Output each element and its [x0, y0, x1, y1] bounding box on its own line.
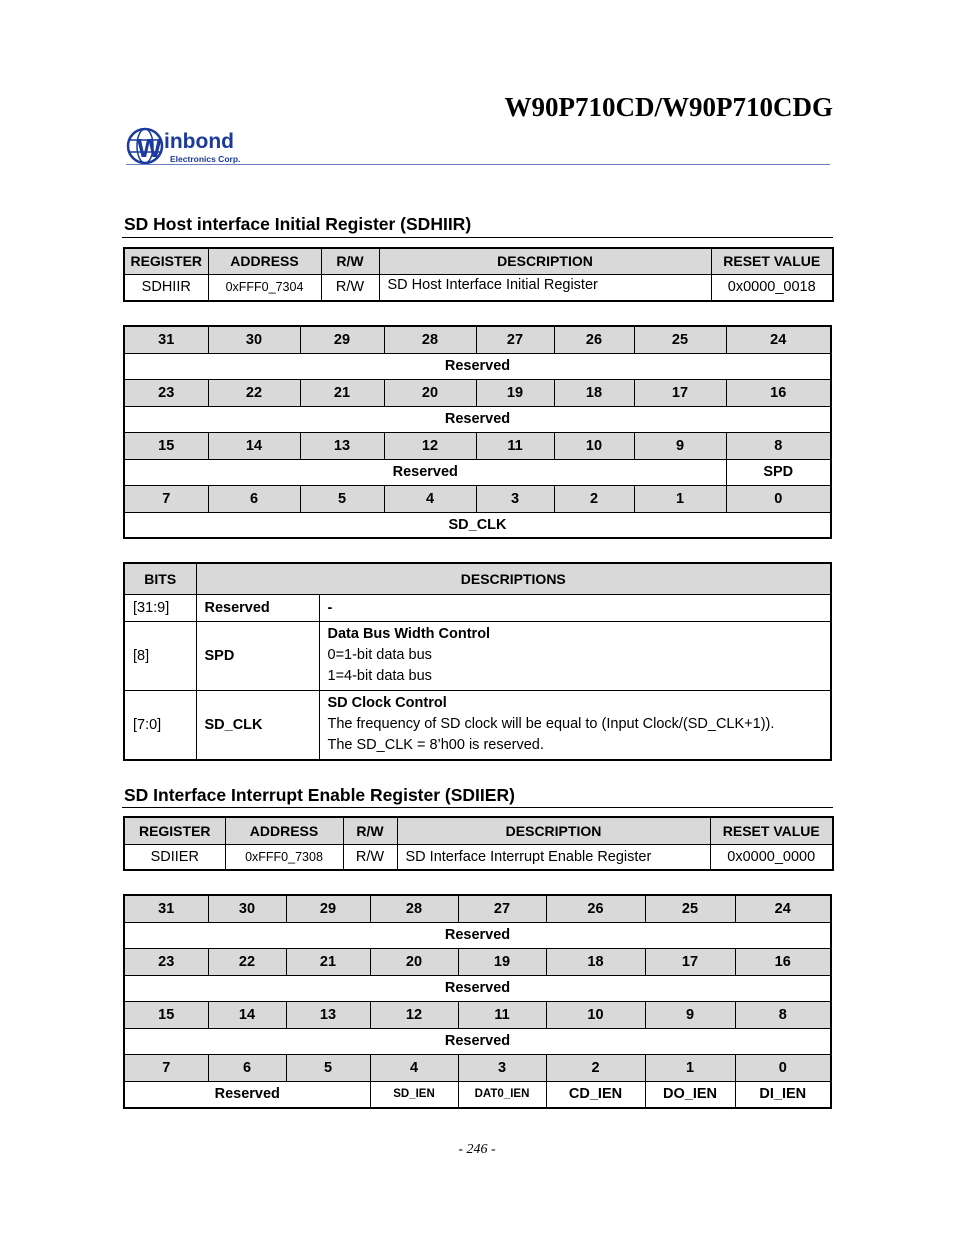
register-description: SD Host Interface Initial Register: [379, 274, 711, 301]
desc-bits: [7:0]: [124, 690, 196, 760]
bit-number: 4: [370, 1054, 458, 1081]
bit-number: 29: [300, 326, 384, 353]
desc-text: [319, 690, 831, 760]
bit-number: 0: [735, 1054, 831, 1081]
register-description: SD Interface Interrupt Enable Register: [397, 844, 710, 870]
bit-field: CD_IEN: [546, 1081, 645, 1108]
bit-number: 8: [735, 1001, 831, 1028]
bit-number: 18: [546, 948, 645, 975]
bit-number: 7: [124, 1054, 208, 1081]
bit-number: 17: [634, 379, 726, 406]
bit-number: 6: [208, 1054, 286, 1081]
bit-field: SPD: [726, 459, 831, 485]
bit-field: SD_CLK: [124, 512, 831, 538]
bit-field: DO_IEN: [645, 1081, 735, 1108]
bit-number: 25: [645, 895, 735, 922]
register-table-sdhiir: [123, 247, 834, 302]
bit-number: 30: [208, 895, 286, 922]
header-bits: BITS: [124, 563, 196, 594]
bit-number: 20: [370, 948, 458, 975]
bit-number: 31: [124, 895, 208, 922]
bit-number: 14: [208, 1001, 286, 1028]
register-name: SDIIER: [124, 844, 225, 870]
bit-number: 16: [735, 948, 831, 975]
bit-number: 14: [208, 432, 300, 459]
header-address: ADDRESS: [225, 817, 343, 844]
bit-number: 16: [726, 379, 831, 406]
header-register: REGISTER: [124, 248, 208, 274]
bit-field: Reserved: [124, 406, 831, 432]
bit-number: 22: [208, 948, 286, 975]
section-rule: [122, 807, 833, 808]
bit-number: 5: [286, 1054, 370, 1081]
bit-field: Reserved: [124, 1081, 370, 1108]
bit-number: 10: [554, 432, 634, 459]
bit-number: 26: [546, 895, 645, 922]
header-address: ADDRESS: [208, 248, 321, 274]
bit-field: Reserved: [124, 459, 726, 485]
bit-number: 26: [554, 326, 634, 353]
svg-text:W: W: [137, 133, 162, 163]
bit-number: 30: [208, 326, 300, 353]
desc-bits: [8]: [124, 621, 196, 690]
bit-field: Reserved: [124, 353, 831, 379]
bit-number: 20: [384, 379, 476, 406]
section-rule: [122, 237, 833, 238]
header-description: DESCRIPTION: [397, 817, 710, 844]
desc-title: SD Clock Control: [327, 695, 447, 712]
bit-number: 0: [726, 485, 831, 512]
bit-number: 10: [546, 1001, 645, 1028]
bit-number: 7: [124, 485, 208, 512]
register-address: 0xFFF0_7308: [225, 844, 343, 870]
bit-number: 18: [554, 379, 634, 406]
bit-number: 9: [645, 1001, 735, 1028]
winbond-logo: [126, 124, 256, 168]
bit-table-sdhiir: [123, 325, 832, 539]
bit-number: 17: [645, 948, 735, 975]
bit-number: 24: [735, 895, 831, 922]
bit-field: Reserved: [124, 975, 831, 1001]
bit-number: 2: [554, 485, 634, 512]
bit-number: 22: [208, 379, 300, 406]
desc-line: 1=4-bit data bus: [327, 668, 432, 684]
logo-subtitle: Electronics Corp.: [170, 154, 241, 164]
register-reset-value: 0x0000_0000: [710, 844, 833, 870]
desc-line: The frequency of SD clock will be equal to (Input Clock/(SD_CLK+1)).: [327, 716, 775, 733]
bit-field: Reserved: [124, 1028, 831, 1054]
desc-title: Data Bus Width Control: [327, 626, 491, 642]
bit-number: 12: [370, 1001, 458, 1028]
register-address: 0xFFF0_7304: [208, 274, 321, 301]
bit-number: 5: [300, 485, 384, 512]
desc-line: The SD_CLK = 8’h00 is reserved.: [327, 737, 544, 754]
bit-number: 25: [634, 326, 726, 353]
bit-field: DAT0_IEN: [458, 1081, 546, 1108]
bit-number: 27: [458, 895, 546, 922]
bit-number: 4: [384, 485, 476, 512]
logo-wordmark: inbond: [164, 130, 234, 153]
header-rw: R/W: [321, 248, 379, 274]
bit-number: 13: [300, 432, 384, 459]
header-rw: R/W: [343, 817, 397, 844]
bit-number: 28: [384, 326, 476, 353]
bit-number: 19: [458, 948, 546, 975]
desc-field-name: SD_CLK: [196, 690, 319, 760]
bit-number: 23: [124, 379, 208, 406]
bit-field: SD_IEN: [370, 1081, 458, 1108]
bit-number: 13: [286, 1001, 370, 1028]
register-table-sdiier: [123, 816, 834, 871]
bit-number: 19: [476, 379, 554, 406]
bit-number: 1: [634, 485, 726, 512]
header-description: DESCRIPTION: [379, 248, 711, 274]
document-title: W90P710CD/W90P710CDG: [504, 92, 833, 122]
bit-field: Reserved: [124, 922, 831, 948]
desc-field-name: SPD: [196, 621, 319, 690]
register-rw: R/W: [321, 274, 379, 301]
bit-number: 2: [546, 1054, 645, 1081]
desc-field-name: Reserved: [196, 594, 319, 621]
header-reset-value: RESET VALUE: [711, 248, 833, 274]
bit-number: 24: [726, 326, 831, 353]
bit-number: 9: [634, 432, 726, 459]
desc-line: 0=1-bit data bus: [327, 647, 432, 663]
section-title-sdhiir: SD Host interface Initial Register (SDHIIR): [124, 214, 472, 234]
bit-number: 3: [458, 1054, 546, 1081]
bit-number: 28: [370, 895, 458, 922]
bit-number: 3: [476, 485, 554, 512]
header-descriptions: DESCRIPTIONS: [196, 563, 831, 594]
bit-table-sdiier: [123, 894, 832, 1109]
bit-number: 27: [476, 326, 554, 353]
bit-number: 21: [286, 948, 370, 975]
bit-number: 8: [726, 432, 831, 459]
header-rule: [126, 164, 830, 165]
bit-number: 31: [124, 326, 208, 353]
header-reset-value: RESET VALUE: [710, 817, 833, 844]
bit-number: 1: [645, 1054, 735, 1081]
description-table-sdhiir: [123, 562, 832, 761]
desc-bits: [31:9]: [124, 594, 196, 621]
bit-number: 11: [476, 432, 554, 459]
header-register: REGISTER: [124, 817, 225, 844]
bit-number: 29: [286, 895, 370, 922]
register-reset-value: 0x0000_0018: [711, 274, 833, 301]
bit-number: 23: [124, 948, 208, 975]
bit-field: DI_IEN: [735, 1081, 831, 1108]
desc-text: [319, 621, 831, 690]
bit-number: 21: [300, 379, 384, 406]
bit-number: 15: [124, 432, 208, 459]
bit-number: 11: [458, 1001, 546, 1028]
page-number: - 246 -: [458, 1142, 496, 1157]
section-title-sdiier: SD Interface Interrupt Enable Register (SDIIER): [124, 785, 515, 805]
desc-text: -: [319, 594, 831, 621]
bit-number: 12: [384, 432, 476, 459]
bit-number: 15: [124, 1001, 208, 1028]
register-name: SDHIIR: [124, 274, 208, 301]
bit-number: 6: [208, 485, 300, 512]
register-rw: R/W: [343, 844, 397, 870]
